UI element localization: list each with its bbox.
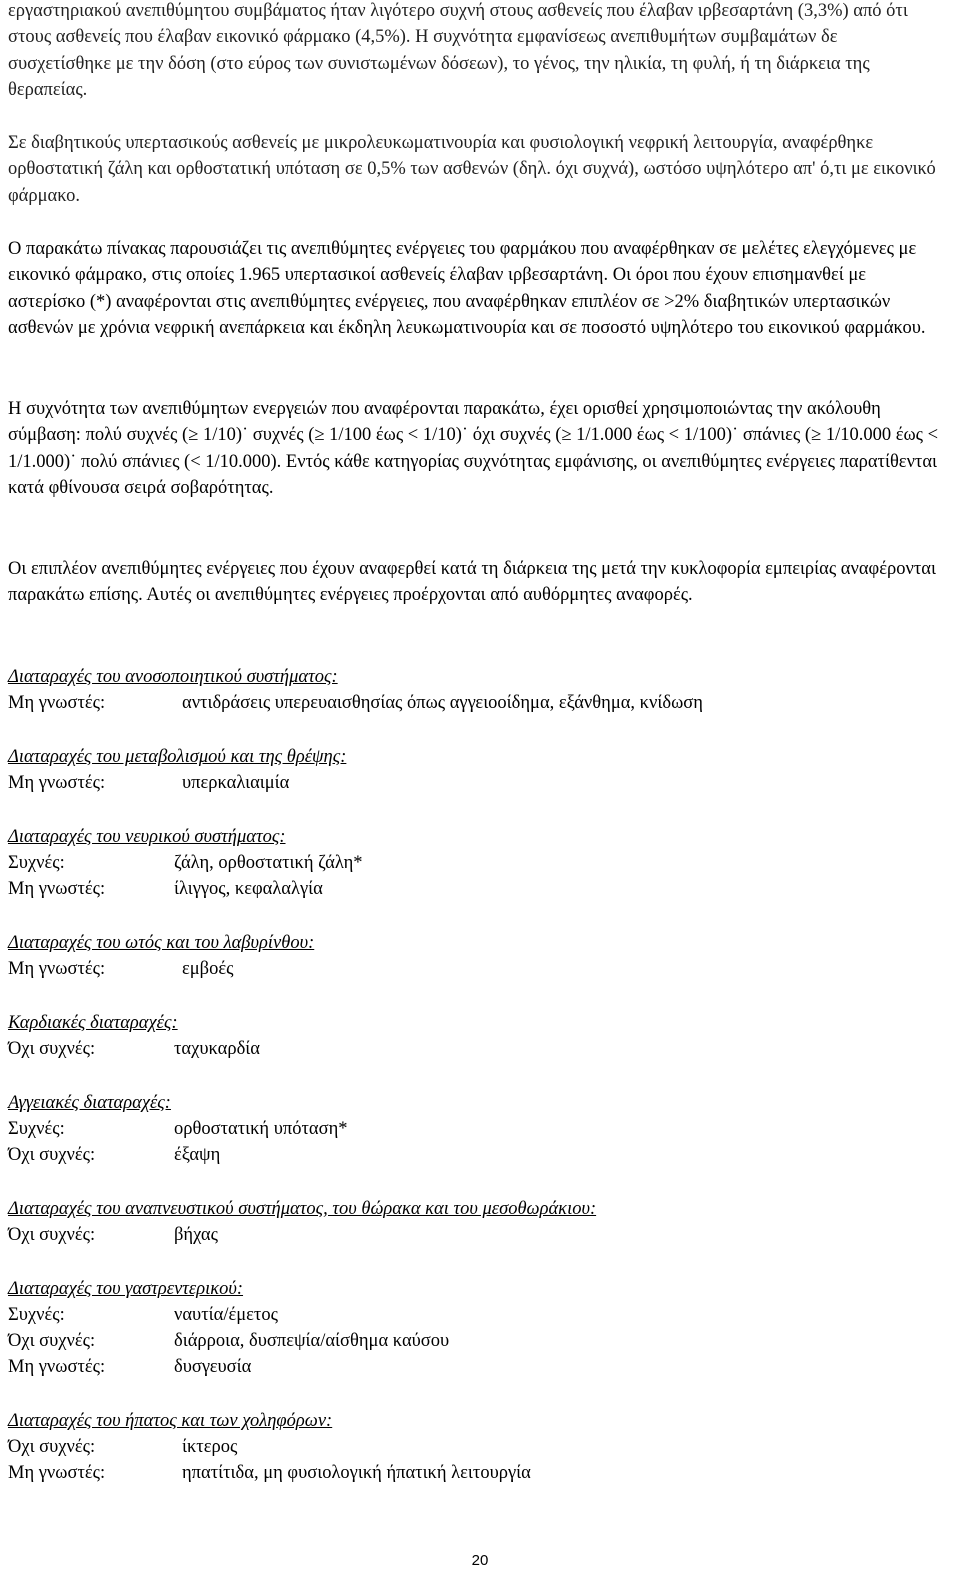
- reaction-value: αντιδράσεις υπερευαισθησίας όπως αγγειοοίδημα, εξάνθημα, κνίδωση: [182, 693, 703, 713]
- list-item: [8, 1302, 943, 1328]
- reaction-value: ναυτία/έμετος: [174, 1305, 278, 1325]
- frequency-label: Συχνές:: [8, 853, 65, 873]
- reaction-value: ζάλη, ορθοστατική ζάλη*: [174, 853, 363, 873]
- frequency-label: Μη γνωστές:: [8, 693, 106, 713]
- section-respiratory: [8, 1196, 943, 1248]
- section-title: Διαταραχές του γαστρεντερικού:: [8, 1279, 244, 1299]
- section-title: Διαταραχές του μεταβολισμού και της θρέψης:: [8, 747, 347, 767]
- reaction-value: ορθοστατική υπόταση*: [174, 1119, 348, 1139]
- paragraph-diabetic-patients: Σε διαβητικούς υπερτασικούς ασθενείς με μικρολευκωματινουρία και φυσιολογική νεφρική λειτουργία, αναφέρθηκε ορθοστατική ζάλη και ορθοστατική υπόταση σε 0,5% των ασθενών (δηλ. όχι συχνά), ωστόσο υψηλότερο απ' ό,τι με εικονικό φάρμακο.: [8, 133, 936, 206]
- list-item: [8, 1222, 943, 1248]
- section-ear-labyrinth: [8, 930, 943, 982]
- reaction-value: ταχυκαρδία: [174, 1039, 260, 1059]
- paragraph-post-marketing: Οι επιπλέον ανεπιθύμητες ενέργειες που έχουν αναφερθεί κατά τη διάρκεια της μετά την κυκλοφορία εμπειρίας αναφέρονται παρακάτω επίσης. Αυτές οι ανεπιθύμητες ενέργειες προέρχονται από αυθόρμητες αναφορές.: [8, 559, 936, 606]
- frequency-label: Όχι συχνές:: [8, 1039, 96, 1059]
- frequency-label: Συχνές:: [8, 1119, 65, 1139]
- list-item: [8, 956, 943, 982]
- section-title: Διαταραχές του αναπνευστικού συστήματος, του θώρακα και του μεσοθωράκιου:: [8, 1199, 597, 1219]
- list-item: [8, 1354, 943, 1380]
- reaction-value: διάρροια, δυσπεψία/αίσθημα καύσου: [174, 1331, 450, 1351]
- list-item: [8, 1434, 943, 1460]
- section-title: Διαταραχές του νευρικού συστήματος:: [8, 827, 286, 847]
- paragraph-frequency-convention: Η συχνότητα των ανεπιθύμητων ενεργειών που αναφέρονται παρακάτω, έχει ορισθεί χρησιμοποιώντας την ακόλουθη σύμβαση: πολύ συχνές (≥ 1/10)˙ συχνές (≥ 1/100 έως < 1/10)˙ όχι συχνές (≥ 1/1.000 έως < 1/100)˙ σπάνιες (≥ 1/10.000 έως < 1/1.000)˙ πολύ σπάνιες (< 1/10.000). Εντός κάθε κατηγορίας συχνότητας εμφάνισης, οι ανεπιθύμητες ενέργειες παρατίθενται κατά φθίνουσα σειρά σοβαρότητας.: [8, 399, 939, 499]
- section-immune-system: [8, 664, 943, 716]
- paragraph-adverse-events-frequency: εργαστηριακού ανεπιθύμητου συμβάματος ήταν λιγότερο συχνή στους ασθενείς που έλαβαν ιρβεσαρτάνη (3,3%) από ότι στους ασθενείς που έλαβαν εικονικό φάρμακο (4,5%). Η συχνότητα εμφανίσεως ανεπιθυμήτων συμβαμάτων δε συσχετίσθηκε με την δόση (στο εύρος των συνιστωμένων δόσεων), το γένος, την ηλικία, τη φυλή, ή τη διάρκεια της θεραπείας.: [8, 1, 908, 101]
- frequency-label: Όχι συχνές:: [8, 1331, 96, 1351]
- reaction-value: υπερκαλιαιμία: [182, 773, 290, 793]
- section-title: Διαταραχές του ανοσοποιητικού συστήματος:: [8, 667, 338, 687]
- section-title: Διαταραχές του ωτός και του λαβυρίνθου:: [8, 933, 315, 953]
- reaction-value: εμβοές: [182, 959, 234, 979]
- reaction-value: ίλιγγος, κεφαλαλγία: [174, 879, 323, 899]
- frequency-label: Μη γνωστές:: [8, 773, 106, 793]
- frequency-label: Όχι συχνές:: [8, 1225, 96, 1245]
- list-item: [8, 690, 943, 716]
- list-item: [8, 1460, 943, 1486]
- frequency-label: Μη γνωστές:: [8, 1463, 106, 1483]
- list-item: [8, 1328, 943, 1354]
- section-gastrointestinal: [8, 1276, 943, 1380]
- list-item: [8, 850, 943, 876]
- list-item: [8, 876, 943, 902]
- paragraph-table-intro: Ο παρακάτω πίνακας παρουσιάζει τις ανεπιθύμητες ενέργειες του φαρμάκου που αναφέρθηκαν σε μελέτες ελεγχόμενες με εικονικό φάμρακο, στις οποίες 1.965 υπερτασικοί ασθενείς έλαβαν ιρβεσαρτάνη. Οι όροι που έχουν επισημανθεί με αστερίσκο (*) αναφέρονται στις ανεπιθύμητες ενέργειες, που αναφέρθηκαν επιπλέον σε >2% διαβητικών υπερτασικών ασθενών με χρόνια νεφρική ανεπάρκεια και έκδηλη λευκωματινουρία και σε ποσοστό υψηλότερο του εικονικού φαρμάκου.: [8, 239, 926, 339]
- section-title: Καρδιακές διαταραχές:: [8, 1013, 178, 1033]
- list-item: [8, 770, 943, 796]
- reaction-value: βήχας: [174, 1225, 218, 1245]
- section-title: Διαταραχές του ήπατος και των χοληφόρων:: [8, 1411, 333, 1431]
- frequency-label: Όχι συχνές:: [8, 1145, 96, 1165]
- reaction-value: ίκτερος: [182, 1437, 238, 1457]
- reaction-value: έξαψη: [174, 1145, 221, 1165]
- list-item: [8, 1116, 943, 1142]
- reaction-value: ηπατίτιδα, μη φυσιολογική ήπατική λειτουργία: [182, 1463, 531, 1483]
- section-hepatobiliary: [8, 1408, 943, 1486]
- frequency-label: Μη γνωστές:: [8, 879, 106, 899]
- frequency-label: Συχνές:: [8, 1305, 65, 1325]
- frequency-label: Όχι συχνές:: [8, 1437, 96, 1457]
- section-vascular: [8, 1090, 943, 1168]
- list-item: [8, 1142, 943, 1168]
- list-item: [8, 1036, 943, 1062]
- page-number: 20: [471, 1552, 489, 1569]
- frequency-label: Μη γνωστές:: [8, 1357, 106, 1377]
- reaction-value: δυσγευσία: [174, 1357, 252, 1377]
- section-title: Αγγειακές διαταραχές:: [8, 1093, 171, 1113]
- section-cardiac: [8, 1010, 943, 1062]
- section-nervous-system: [8, 824, 943, 902]
- frequency-label: Μη γνωστές:: [8, 959, 106, 979]
- section-metabolism: [8, 744, 943, 796]
